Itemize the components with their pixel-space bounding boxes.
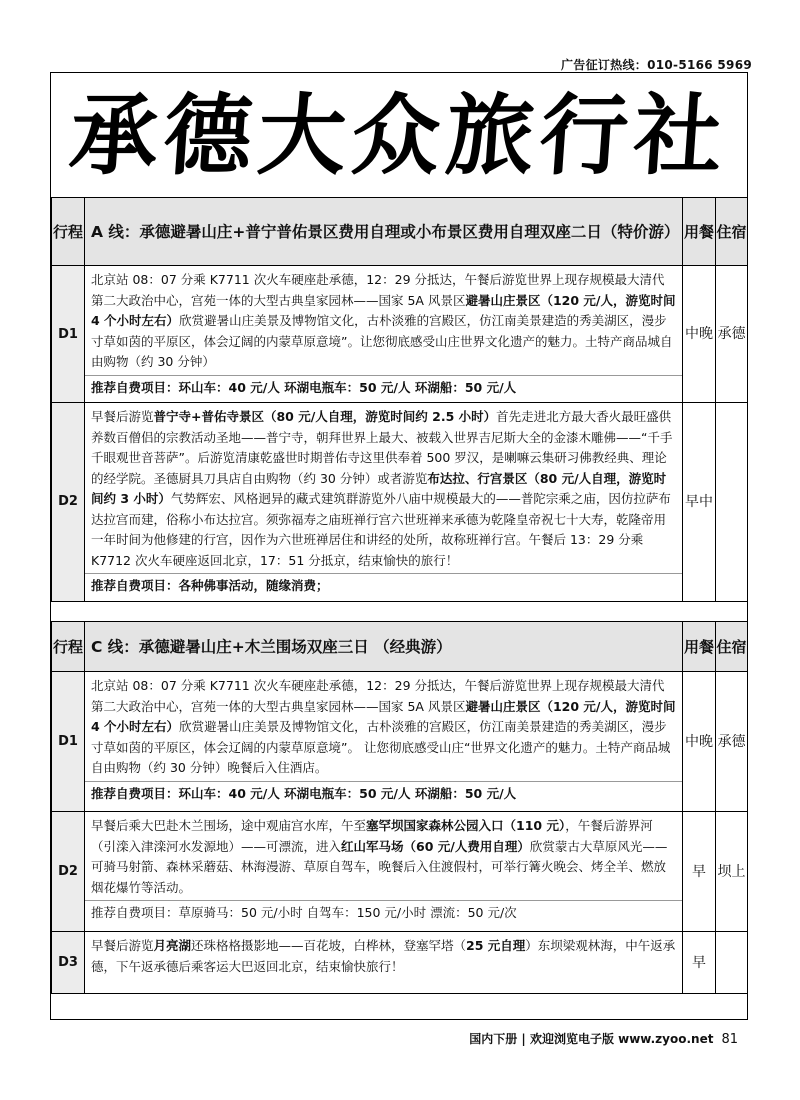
col-stay-header: 住宿 — [716, 198, 748, 266]
desc-highlight: 普宁寺+普佑寺景区（80 元/人自理，游览时间约 2.5 小时） — [153, 409, 497, 424]
desc-highlight: 红山军马场（60 元/人费用自理） — [341, 838, 530, 854]
day-description — [85, 812, 683, 932]
col-itinerary-header: 行程 — [52, 622, 85, 672]
meal-cell: 早 — [683, 932, 716, 994]
day-label: D3 — [52, 932, 85, 994]
stay-cell: 坝上 — [716, 812, 748, 932]
route-a-header — [52, 198, 748, 266]
desc-text: ）东坝梁观林海，中午返承德，下午返承德后乘客运大巴返回北京，结束愉快旅行！ — [91, 938, 676, 974]
stay-cell: 承德 — [716, 266, 748, 403]
stay-cell: 承德 — [716, 672, 748, 812]
route-a-title: A 线：承德避暑山庄+普宁普佑景区费用自理或小布景区费用自理双座二日（特价游） — [85, 198, 683, 266]
stay-cell — [716, 932, 748, 994]
desc-text: 北京站 08：07 分乘 K7711 次火车硬座赴承德，12：29 分抵达，午餐后游览世界上现存规模最大清代第二大政治中心，宫苑一体的大型古典皇家园林——国家 5A 风景区 — [91, 272, 665, 308]
desc-highlight: 塞罕坝国家森林公园入口（110 元） — [366, 818, 566, 833]
meal-cell: 早中 — [683, 403, 716, 602]
title-box — [51, 73, 747, 197]
route-c-table — [51, 621, 748, 994]
desc-highlight: 避暑山庄景区（120 元/人，游览时间 4 个小时左右） — [91, 292, 676, 328]
desc-text: 气势辉宏、风格迥异的藏式建筑群游览外八庙中规模最大的——普陀宗乘之庙，因仿拉萨布达拉宫而建，俗称小布达拉宫。须弥福寿之庙班禅行宫六世班禅来承德为乾隆皇帝祝七十大寿，乾隆帝用一年时间为他修建的行宫，因作为六世班禅居住和讲经的处所，故称班禅行宫。午餐后 13：29 分乘 K7712 次火车硬座返回北京，17：51 分抵京，结束愉快的旅行！ — [91, 491, 671, 568]
ad-hotline: 广告征订热线：010-5166 5969 — [560, 58, 752, 72]
route-a-day-2 — [52, 403, 748, 602]
day-label: D1 — [52, 672, 85, 812]
col-itinerary-header: 行程 — [52, 198, 85, 266]
page-frame — [50, 72, 748, 1020]
route-c-day-2 — [52, 812, 748, 932]
recommended-extras: 推荐自费项目：草原骑马：50 元/小时 自驾车：150 元/小时 漂流：50 元/次 — [85, 900, 682, 928]
desc-text: 早餐后乘大巴赴木兰围场，途中观庙宫水库，午至 — [91, 818, 367, 833]
desc-text: 欣赏避暑山庄美景及博物馆文化，古朴淡雅的宫殿区，仿江南美景建造的秀美湖区，漫步寸草如茵的平原区，体会辽阔的内蒙草原意境”。让您彻底感受山庄世界文化遗产的魅力。土特产商品城自由购物（约 30 分钟） — [91, 313, 673, 369]
footer-text: 国内下册 | 欢迎浏览电子版 www.zyoo.net — [469, 1032, 714, 1046]
stay-cell — [716, 403, 748, 602]
route-a-table — [51, 197, 748, 602]
day-description — [85, 266, 683, 403]
col-meal-header: 用餐 — [683, 622, 716, 672]
route-c-day-3 — [52, 932, 748, 994]
route-c-header — [52, 622, 748, 672]
route-c-day-1 — [52, 672, 748, 812]
recommended-extras: 推荐自费项目：各种佛事活动，随缘消费； — [85, 573, 682, 601]
route-a-day-1 — [52, 266, 748, 403]
meal-cell: 中晚 — [683, 266, 716, 403]
desc-text: ，午餐后游界河（引滦入津滦河水发源地）——可漂流，进入 — [91, 818, 653, 854]
day-description — [85, 932, 683, 994]
desc-highlight: 月亮湖 — [153, 938, 192, 953]
agency-title: 承德大众旅行社 — [66, 83, 732, 187]
day-label: D1 — [52, 266, 85, 403]
day-label: D2 — [52, 403, 85, 602]
day-label: D2 — [52, 812, 85, 932]
day-description — [85, 403, 683, 602]
col-stay-header: 住宿 — [716, 622, 748, 672]
recommended-extras: 推荐自费项目：环山车：40 元/人 环湖电瓶车：50 元/人 环湖船：50 元/人 — [85, 781, 682, 809]
desc-text: 欣赏蒙古大草原风光——可骑马射箭、森林采蘑菇、林海漫游、草原自驾车，晚餐后入住渡假村，可举行篝火晚会、烤全羊、燃放烟花爆竹等活动。 — [91, 838, 668, 895]
route-c-title: C 线：承德避暑山庄+木兰围场双座三日 （经典游） — [85, 622, 683, 672]
desc-text: 还珠格格摄影地——百花坡，白桦林，登塞罕塔（ — [191, 938, 467, 953]
desc-highlight: 25 元自理 — [466, 938, 526, 953]
desc-text: 北京站 08：07 分乘 K7711 次火车硬座赴承德，12：29 分抵达，午餐后游览世界上现存规模最大清代第二大政治中心，宫苑一体的大型古典皇家园林——国家 5A 风景区 — [91, 678, 665, 714]
meal-cell: 中晚 — [683, 672, 716, 812]
meal-cell: 早 — [683, 812, 716, 932]
page-footer — [469, 1030, 738, 1047]
page-number: 81 — [721, 1032, 738, 1047]
desc-text: 早餐后游览 — [91, 938, 154, 953]
day-description — [85, 672, 683, 812]
col-meal-header: 用餐 — [683, 198, 716, 266]
desc-highlight: 避暑山庄景区（120 元/人，游览时间 4 个小时左右） — [91, 698, 676, 734]
desc-text: 早餐后游览 — [91, 409, 154, 424]
desc-highlight: 布达拉、行宫景区（80 元/人自理，游览时间约 3 小时） — [91, 470, 667, 506]
desc-text: 欣赏避暑山庄美景及博物馆文化，古朴淡雅的宫殿区，仿江南美景建造的秀美湖区，漫步寸草如茵的平原区，体会辽阔的内蒙草原意境”。 让您彻底感受山庄“世界文化遗产的魅力。土特产商品城自由购物（约 30 分钟）晚餐后入住酒店。 — [91, 719, 671, 775]
desc-text: 首先走进北方最大香火最旺盛供养数百僧侣的宗教活动圣地——普宁寺，朝拜世界上最大、被载入世界吉尼斯大全的金漆木雕佛——“千手千眼观世音菩萨”。后游览清康乾盛世时期普佑寺这里供奉着 500 罗汉，是喇嘛云集研习佛教经典、理论的经学院。圣德厨具刀具店自由购物（约 30 分钟）或者游览 — [91, 409, 673, 486]
recommended-extras: 推荐自费项目：环山车：40 元/人 环湖电瓶车：50 元/人 环湖船：50 元/人 — [85, 375, 682, 403]
